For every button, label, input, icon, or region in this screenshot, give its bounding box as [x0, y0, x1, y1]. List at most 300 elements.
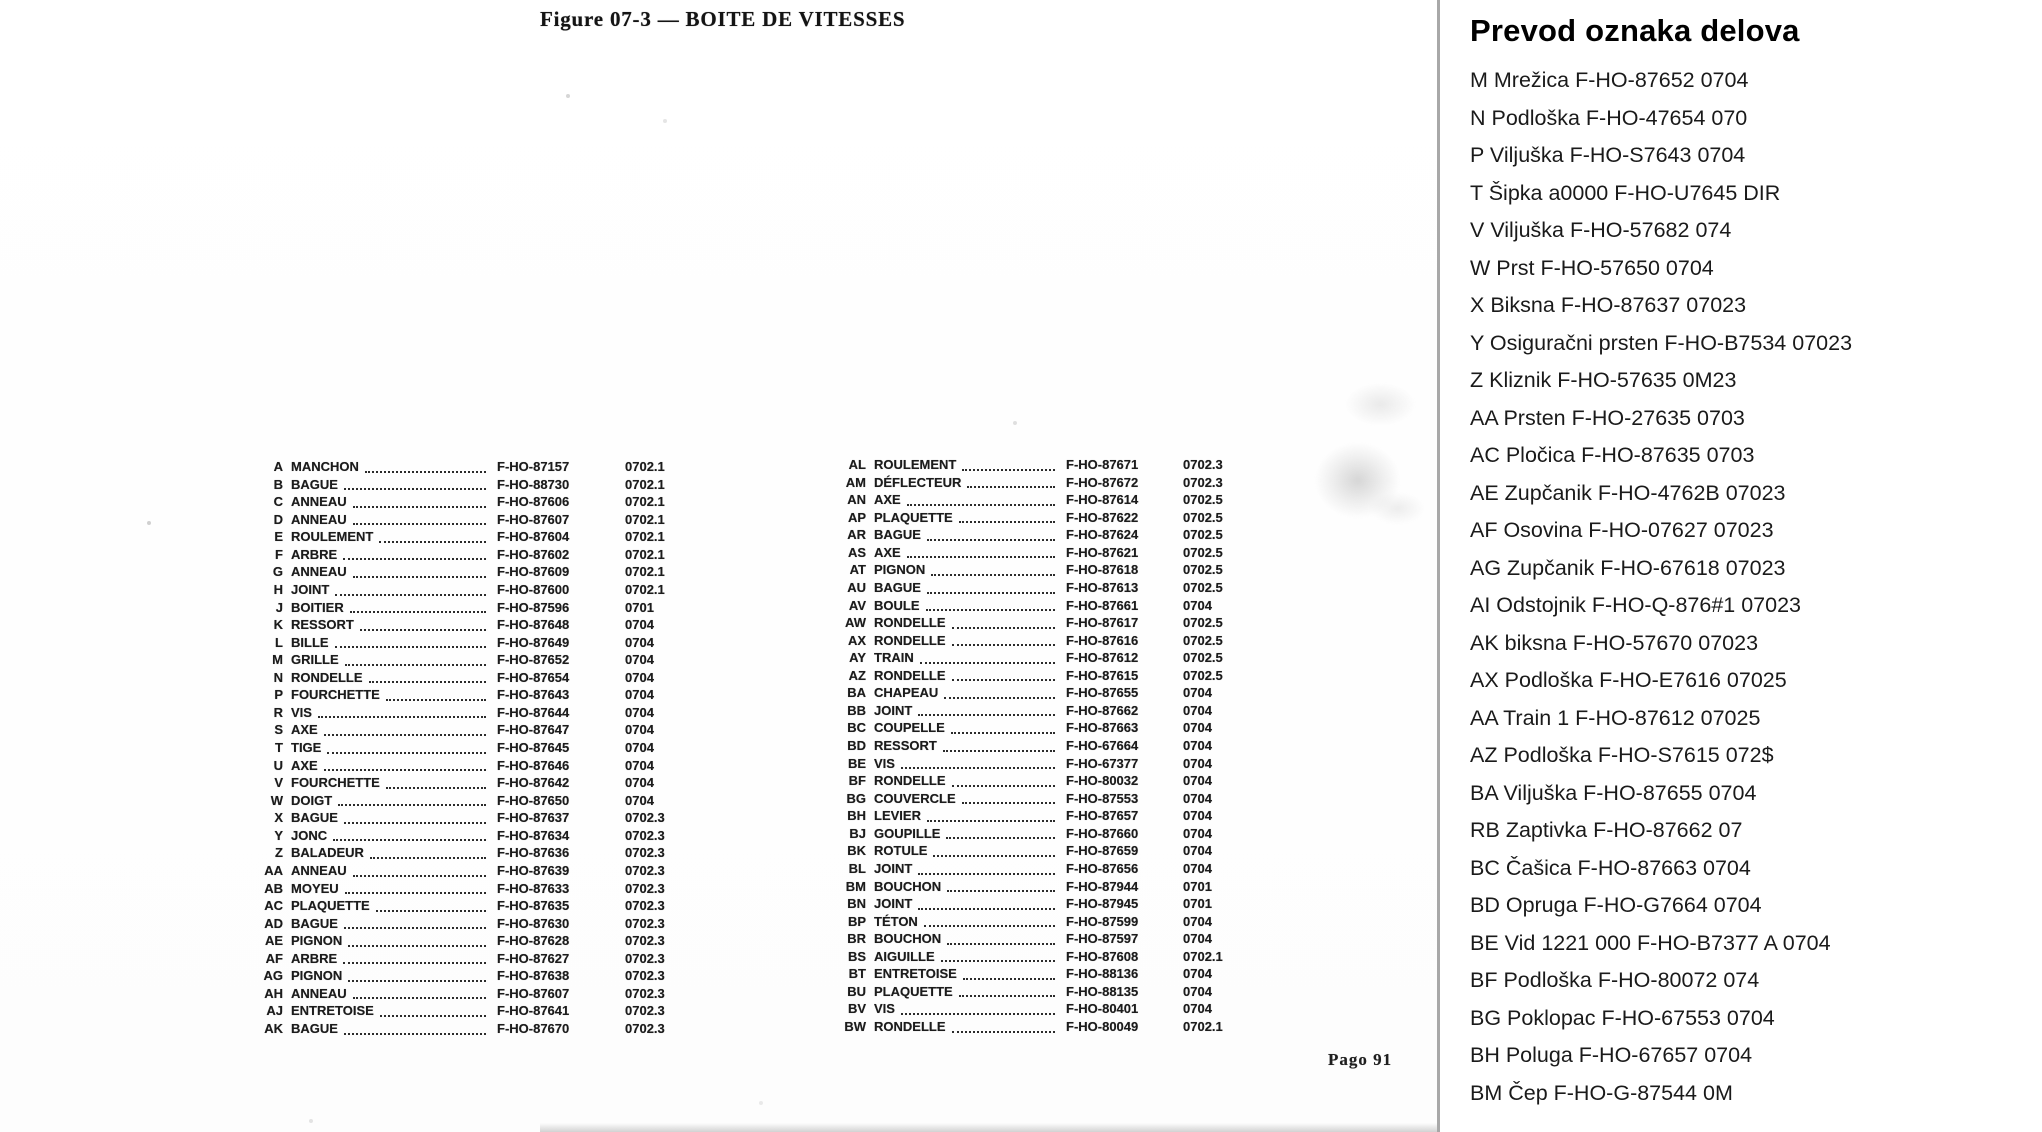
part-ref: BA [847, 685, 866, 701]
part-name [874, 948, 1058, 966]
part-ref: AX [847, 632, 866, 648]
part-name-text: AXE [874, 544, 901, 560]
part-ref: AR [847, 527, 866, 543]
part-name-text: JOINT [874, 896, 913, 912]
translation-line: W Prst F-HO-57650 0704 [1470, 255, 1714, 280]
parts-row [253, 721, 699, 739]
part-name [874, 456, 1058, 474]
part-group: 0704 [1183, 913, 1212, 929]
part-name [874, 772, 1058, 790]
part-number: F-HO-87630 [497, 915, 570, 931]
part-name [291, 616, 489, 634]
part-group: 0704 [1183, 738, 1212, 753]
dotted-leader [927, 539, 1055, 541]
part-name [874, 737, 1058, 755]
parts-row [253, 880, 699, 898]
parts-row [253, 915, 699, 933]
part-name [874, 895, 1058, 913]
part-name [291, 721, 489, 739]
part-name-text: COUPELLE [874, 720, 945, 736]
part-number: F-HO-87606 [497, 494, 570, 510]
dotted-leader [344, 1033, 486, 1035]
parts-row [836, 702, 1248, 720]
part-name-text: PLAQUETTE [291, 898, 370, 914]
part-group: 0702.3 [625, 1021, 665, 1036]
part-number: F-HO-87613 [1066, 579, 1139, 595]
part-ref: BH [847, 808, 866, 824]
part-name-text: GRILLE [291, 652, 339, 668]
part-ref: D [273, 511, 283, 527]
part-group: 0702.3 [1183, 474, 1223, 490]
dotted-leader [348, 945, 486, 947]
part-name [291, 458, 489, 476]
part-group: 0702.3 [625, 950, 665, 966]
part-ref: T [275, 740, 283, 755]
part-ref: S [274, 722, 283, 738]
part-name [291, 950, 489, 968]
translation-line: BM Čep F-HO-G-87544 0M [1470, 1080, 1733, 1105]
part-name-text: AXE [291, 722, 318, 738]
part-name-text: ANNEAU [291, 494, 347, 510]
dotted-leader [933, 855, 1055, 857]
translation-line: RB Zaptivka F-HO-87662 07 [1470, 818, 1743, 843]
dotted-leader [360, 629, 486, 631]
part-group: 0702.1 [625, 511, 665, 527]
dotted-leader [345, 664, 486, 666]
part-ref: Z [275, 845, 283, 861]
part-number: F-HO-87638 [497, 968, 570, 984]
part-name-text: JOINT [874, 860, 913, 876]
part-group: 0704 [625, 792, 654, 808]
part-number: F-HO-87599 [1066, 913, 1139, 929]
part-number: F-HO-87608 [1066, 948, 1139, 964]
dotted-leader [343, 558, 486, 560]
dotted-leader [379, 541, 486, 543]
part-name [291, 1002, 489, 1020]
translation-line: N Podloška F-HO-47654 070 [1470, 105, 1748, 130]
part-name [291, 704, 489, 722]
parts-row [253, 1002, 699, 1020]
part-name [874, 755, 1058, 773]
part-name-text: RONDELLE [874, 1019, 946, 1034]
translation-line: X Biksna F-HO-87637 07023 [1470, 293, 1747, 318]
translation-line: BD Opruga F-HO-G7664 0704 [1470, 893, 1762, 918]
part-ref: H [273, 581, 283, 597]
part-ref: AM [845, 474, 866, 490]
part-ref: AF [265, 950, 283, 966]
part-group: 0702.3 [625, 827, 665, 843]
dotted-leader [353, 506, 486, 508]
part-number: F-HO-87621 [1066, 544, 1139, 560]
part-name-text: VIS [874, 1001, 895, 1017]
parts-table-right [836, 456, 1248, 1036]
dotted-leader [963, 978, 1055, 980]
part-name-text: BOITIER [291, 599, 344, 615]
part-group: 0704 [1183, 966, 1212, 982]
part-name [874, 491, 1058, 509]
part-group: 0702.3 [1183, 457, 1223, 472]
parts-row [253, 476, 699, 494]
part-number: F-HO-88135 [1066, 983, 1139, 999]
part-ref: AC [264, 898, 283, 914]
part-group: 0704 [625, 775, 654, 791]
dotted-leader [333, 839, 486, 841]
part-group: 0701 [1183, 878, 1212, 894]
dotted-leader [353, 576, 486, 578]
parts-row [253, 546, 699, 564]
part-name-text: VIS [291, 704, 312, 720]
part-ref: P [274, 687, 283, 703]
translation-line: AI Odstojnik F-HO-Q-876#1 07023 [1470, 593, 1802, 618]
part-name [874, 702, 1058, 720]
part-name-text: BILLE [291, 634, 329, 650]
parts-row [253, 827, 699, 845]
parts-row [836, 878, 1248, 896]
part-name-text: BAGUE [874, 527, 921, 543]
part-number: F-HO-87654 [497, 669, 570, 685]
part-name-text: BALADEUR [291, 845, 364, 861]
part-name [291, 809, 489, 827]
parts-row [836, 825, 1248, 843]
dotted-leader [918, 873, 1055, 875]
part-name-text: ANNEAU [291, 985, 347, 1001]
part-name [291, 581, 489, 599]
parts-row [253, 704, 699, 722]
part-group: 0704 [1183, 983, 1212, 999]
part-name [291, 739, 489, 757]
dotted-leader [943, 750, 1055, 752]
part-group: 0704 [1183, 931, 1212, 947]
part-ref: BF [848, 773, 866, 789]
parts-row [253, 599, 699, 617]
parts-row [836, 684, 1248, 702]
parts-row [836, 614, 1248, 632]
part-ref: AS [847, 544, 866, 560]
part-name-text: PIGNON [874, 562, 926, 578]
part-ref: AB [264, 880, 283, 896]
part-name [874, 790, 1058, 808]
part-ref: BK [847, 843, 866, 859]
dotted-leader [901, 767, 1055, 769]
part-group: 0702.5 [1183, 492, 1223, 508]
part-group: 0704 [1183, 755, 1212, 771]
dotted-leader [927, 820, 1055, 822]
part-group: 0702.1 [625, 494, 665, 510]
parts-row [253, 950, 699, 968]
part-group: 0702.3 [625, 933, 665, 949]
part-group: 0702.1 [1183, 1019, 1223, 1034]
part-name-text: BAGUE [291, 1021, 338, 1036]
part-ref: N [273, 669, 283, 685]
part-name-text: ANNEAU [291, 511, 347, 527]
part-name [874, 825, 1058, 843]
dotted-leader [365, 471, 486, 473]
part-group: 0704 [625, 722, 654, 738]
part-name [874, 667, 1058, 685]
dotted-leader [327, 752, 486, 754]
part-name [291, 827, 489, 845]
part-ref: B [273, 476, 283, 492]
parts-row [836, 842, 1248, 860]
part-number: F-HO-87671 [1066, 457, 1139, 472]
part-number: F-HO-87639 [497, 862, 570, 878]
part-name [874, 649, 1058, 667]
part-number: F-HO-87641 [497, 1003, 570, 1019]
part-name-text: TRAIN [874, 650, 914, 666]
translation-line: P Viljuška F-HO-S7643 0704 [1470, 143, 1746, 168]
part-name [874, 597, 1058, 615]
dotted-leader [924, 925, 1055, 927]
dotted-leader [353, 875, 486, 877]
part-number: F-HO-87607 [497, 511, 570, 527]
part-name [291, 634, 489, 652]
part-number: F-HO-80032 [1066, 773, 1139, 789]
part-number: F-HO-87647 [497, 722, 570, 738]
part-ref: AT [849, 562, 866, 578]
parts-row [253, 862, 699, 880]
part-number: F-HO-87649 [497, 634, 570, 650]
dotted-leader [324, 769, 486, 771]
parts-row [253, 493, 699, 511]
part-name-text: RONDELLE [874, 632, 946, 648]
part-group: 0702.1 [625, 546, 665, 562]
part-group: 0704 [1183, 773, 1212, 789]
part-group: 0701 [625, 599, 654, 615]
parts-row [253, 897, 699, 915]
translation-line: AG Zupčanik F-HO-67618 07023 [1470, 555, 1786, 580]
part-name-text: PLAQUETTE [874, 983, 953, 999]
part-number: F-HO-87616 [1066, 632, 1139, 648]
part-name [291, 985, 489, 1003]
part-name [291, 757, 489, 775]
dotted-leader [324, 734, 486, 736]
part-name [874, 860, 1058, 878]
part-number: F-HO-87634 [497, 827, 570, 843]
part-name-text: RONDELLE [874, 667, 946, 683]
part-number: F-HO-87614 [1066, 492, 1139, 508]
part-group: 0702.5 [1183, 509, 1223, 525]
part-name [874, 579, 1058, 597]
part-name [291, 528, 489, 546]
part-name-text: ARBRE [291, 950, 338, 966]
part-group: 0702.1 [625, 476, 665, 492]
part-name [874, 474, 1058, 492]
part-name-text: ENTRETOISE [874, 966, 957, 982]
part-number: F-HO-87662 [1066, 702, 1139, 718]
parts-row [836, 491, 1248, 509]
parts-row [836, 1018, 1248, 1036]
dotted-leader [318, 716, 486, 718]
part-name-text: ENTRETOISE [291, 1003, 374, 1019]
dotted-leader [918, 908, 1055, 910]
part-number: F-HO-87660 [1066, 825, 1139, 841]
part-name-text: ROULEMENT [874, 457, 957, 472]
dotted-leader [380, 1015, 486, 1017]
part-number: F-HO-87553 [1066, 790, 1139, 806]
translation-panel [1466, 0, 2042, 1132]
part-name [291, 792, 489, 810]
part-ref: AJ [266, 1003, 283, 1019]
part-ref: BE [847, 755, 866, 771]
parts-row [836, 526, 1248, 544]
part-ref: AU [847, 579, 866, 595]
part-group: 0702.3 [625, 880, 665, 896]
part-name [291, 493, 489, 511]
part-name [874, 878, 1058, 896]
part-ref: AP [847, 509, 866, 525]
part-ref: V [274, 775, 283, 791]
parts-row [836, 579, 1248, 597]
part-ref: BS [847, 948, 866, 964]
part-name-text: RONDELLE [874, 773, 946, 789]
part-name [291, 844, 489, 862]
part-group: 0704 [625, 652, 654, 668]
part-group: 0702.5 [1183, 667, 1223, 683]
part-number: F-HO-87652 [497, 652, 570, 668]
part-name [874, 842, 1058, 860]
dotted-leader [920, 662, 1055, 664]
part-number: F-HO-87945 [1066, 896, 1139, 912]
parts-row [836, 1000, 1248, 1018]
parts-row [253, 669, 699, 687]
scan-smudge [1298, 368, 1440, 533]
part-group: 0702.1 [625, 529, 665, 545]
part-group: 0702.3 [625, 968, 665, 984]
dotted-leader [376, 910, 486, 912]
scan-panel-divider [1437, 0, 1440, 1132]
part-group: 0702.5 [1183, 562, 1223, 578]
dotted-leader [335, 594, 486, 596]
part-number: F-HO-87655 [1066, 685, 1139, 701]
part-name-text: MANCHON [291, 459, 359, 474]
part-name [874, 807, 1058, 825]
part-name-text: BAGUE [874, 579, 921, 595]
part-number: F-HO-87157 [497, 459, 570, 474]
part-number: F-HO-87597 [1066, 931, 1139, 947]
part-group: 0704 [625, 757, 654, 773]
part-name-text: GOUPILLE [874, 825, 941, 841]
part-group: 0702.3 [625, 915, 665, 931]
part-number: F-HO-87607 [497, 985, 570, 1001]
dotted-leader [901, 1013, 1055, 1015]
part-ref: AV [848, 597, 866, 613]
part-name-text: BAGUE [291, 476, 338, 492]
part-number: F-HO-80049 [1066, 1019, 1139, 1034]
dotted-leader [941, 960, 1055, 962]
part-number: F-HO-67377 [1066, 755, 1139, 771]
translation-line: AA Train 1 F-HO-87612 07025 [1470, 705, 1761, 730]
parts-row [836, 649, 1248, 667]
part-name [874, 526, 1058, 544]
translation-line: Z Kliznik F-HO-57635 0M23 [1470, 368, 1737, 393]
part-name-text: AXE [874, 492, 901, 508]
part-name [874, 684, 1058, 702]
part-number: F-HO-87602 [497, 546, 570, 562]
part-group: 0704 [625, 617, 654, 633]
part-name [291, 1020, 489, 1038]
part-name-text: ROTULE [874, 843, 928, 859]
dotted-leader [927, 592, 1055, 594]
part-number: F-HO-87635 [497, 898, 570, 914]
part-ref: BM [845, 878, 866, 894]
part-name-text: ANNEAU [291, 862, 347, 878]
parts-row [253, 985, 699, 1003]
part-number: F-HO-87650 [497, 792, 570, 808]
dotted-leader [350, 611, 486, 613]
part-number: F-HO-87642 [497, 775, 570, 791]
part-number: F-HO-87615 [1066, 667, 1139, 683]
translation-line: BA Viljuška F-HO-87655 0704 [1470, 780, 1757, 805]
part-ref: G [272, 564, 283, 580]
part-name [291, 880, 489, 898]
dotted-leader [959, 521, 1055, 523]
dotted-leader [926, 609, 1056, 611]
dotted-leader [907, 504, 1055, 506]
part-ref: AN [847, 492, 866, 508]
translation-line: Y Osiguračni prsten F-HO-B7534 07023 [1470, 330, 1853, 355]
part-group: 0702.5 [1183, 527, 1223, 543]
part-ref: F [275, 546, 283, 562]
part-ref: M [272, 652, 283, 668]
part-number: F-HO-87645 [497, 740, 570, 755]
part-group: 0702.5 [1183, 650, 1223, 666]
part-name [874, 561, 1058, 579]
part-number: F-HO-88730 [497, 476, 570, 492]
dotted-leader [386, 787, 486, 789]
part-group: 0701 [1183, 896, 1212, 912]
part-ref: A [273, 459, 283, 474]
part-name-text: LEVIER [874, 808, 921, 824]
part-number: F-HO-87604 [497, 529, 570, 545]
part-name-text: JONC [291, 827, 328, 843]
translation-line: BG Poklopac F-HO-67553 0704 [1470, 1005, 1775, 1030]
part-ref: AG [263, 968, 283, 984]
part-number: F-HO-87659 [1066, 843, 1139, 859]
parts-row [836, 597, 1248, 615]
translation-line: AE Zupčanik F-HO-4762B 07023 [1470, 480, 1786, 505]
dotted-leader [907, 556, 1055, 558]
parts-row [836, 474, 1248, 492]
translation-line: M Mrežica F-HO-87652 0704 [1470, 68, 1749, 93]
part-name-text: RESSORT [874, 738, 937, 753]
part-ref: BR [847, 931, 866, 947]
part-ref: BD [847, 738, 866, 753]
part-ref: BG [846, 790, 866, 806]
parts-row [836, 948, 1248, 966]
part-ref: BC [847, 720, 866, 736]
part-number: F-HO-87944 [1066, 878, 1139, 894]
part-group: 0702.1 [625, 459, 665, 474]
part-ref: AY [849, 650, 866, 666]
part-name [291, 967, 489, 985]
dotted-leader [343, 962, 486, 964]
dotted-leader [348, 980, 486, 982]
part-number: F-HO-87617 [1066, 615, 1139, 631]
part-number: F-HO-87648 [497, 617, 570, 633]
part-ref: AD [264, 915, 283, 931]
parts-row [836, 456, 1248, 474]
part-group: 0702.5 [1183, 615, 1223, 631]
part-ref: K [273, 617, 283, 633]
part-number: F-HO-87670 [497, 1021, 570, 1036]
part-number: F-HO-87627 [497, 950, 570, 966]
dotted-leader [959, 995, 1055, 997]
translation-line: AA Prsten F-HO-27635 0703 [1470, 405, 1745, 430]
dotted-leader [947, 890, 1055, 892]
part-group: 0704 [625, 740, 654, 755]
part-name-text: BAGUE [291, 915, 338, 931]
dotted-leader [962, 469, 1055, 471]
